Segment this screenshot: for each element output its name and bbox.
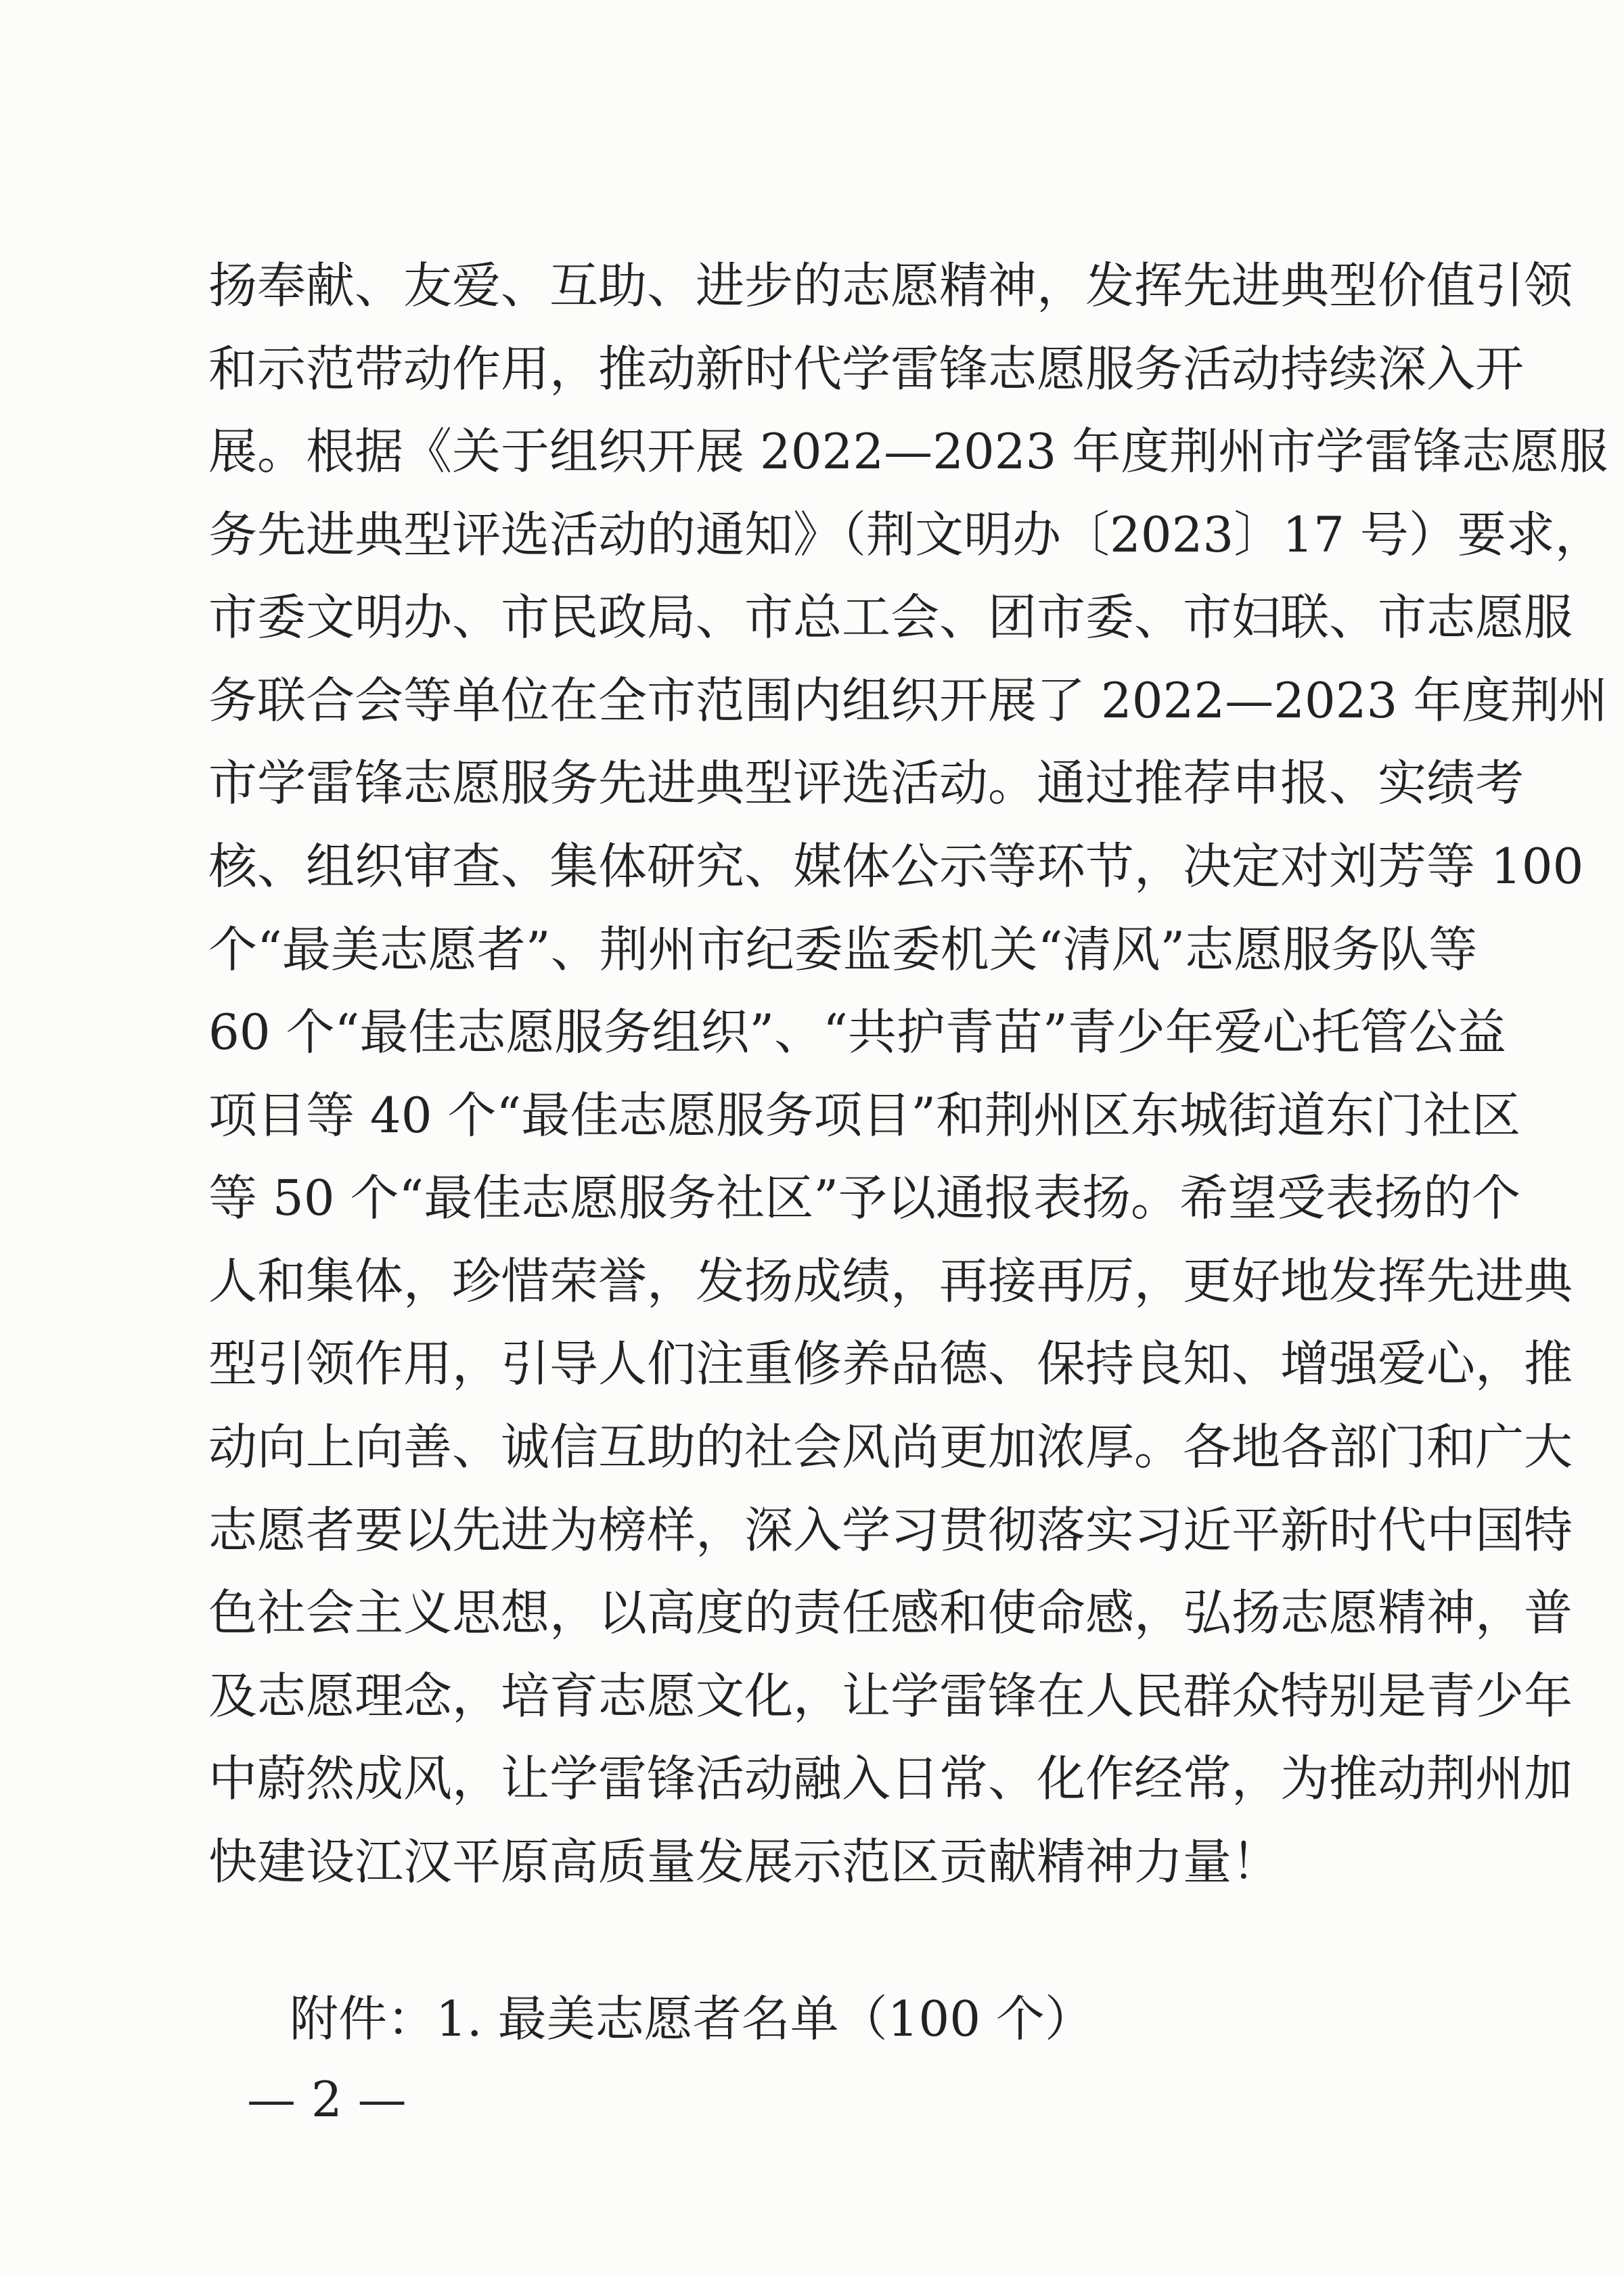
- body-line: 市委文明办、市民政局、市总工会、团市委、市妇联、市志愿服: [208, 589, 1573, 646]
- body-line: 及志愿理念，培育志愿文化，让学雷锋在人民群众特别是青少年: [208, 1668, 1573, 1724]
- attachment-note: 附件：1. 最美志愿者名单（100 个）: [290, 1990, 1093, 2047]
- body-line: 扬奉献、友爱、互助、进步的志愿精神，发挥先进典型价值引领: [208, 257, 1573, 314]
- body-line: 60 个“最佳志愿服务组织”、“共护青苗”青少年爱心托管公益: [208, 1004, 1506, 1060]
- body-line: 务先进典型评选活动的通知》（荆文明办〔2023〕17 号）要求，: [208, 506, 1604, 563]
- body-line: 型引领作用，引导人们注重修养品德、保持良知、增强爱心，推: [208, 1335, 1573, 1392]
- body-line: 志愿者要以先进为榜样，深入学习贯彻落实习近平新时代中国特: [208, 1502, 1573, 1559]
- body-line: 动向上向善、诚信互助的社会风尚更加浓厚。各地各部门和广大: [208, 1419, 1573, 1475]
- body-line: 色社会主义思想，以高度的责任感和使命感，弘扬志愿精神，普: [208, 1584, 1573, 1641]
- body-line: 核、组织审查、集体研究、媒体公示等环节，决定对刘芳等 100: [208, 838, 1584, 895]
- body-line: 快建设江汉平原高质量发展示范区贡献精神力量！: [208, 1833, 1281, 1890]
- body-line: 务联合会等单位在全市范围内组织开展了 2022—2023 年度荆州: [208, 672, 1608, 729]
- body-line: 和示范带动作用，推动新时代学雷锋志愿服务活动持续深入开: [208, 340, 1525, 397]
- body-line: 等 50 个“最佳志愿服务社区”予以通报表扬。希望受表扬的个: [208, 1169, 1521, 1226]
- body-line: 展。根据《关于组织开展 2022—2023 年度荆州市学雷锋志愿服: [208, 423, 1608, 480]
- page-number: — 2 —: [247, 2071, 407, 2128]
- body-line: 人和集体，珍惜荣誉，发扬成绩，再接再厉，更好地发挥先进典: [208, 1253, 1573, 1310]
- body-line: 项目等 40 个“最佳志愿服务项目”和荆州区东城街道东门社区: [208, 1087, 1521, 1144]
- body-line: 中蔚然成风，让学雷锋活动融入日常、化作经常，为推动荆州加: [208, 1750, 1573, 1807]
- body-line: 个“最美志愿者”、荆州市纪委监委机关“清风”志愿服务队等: [208, 921, 1478, 978]
- body-line: 市学雷锋志愿服务先进典型评选活动。通过推荐申报、实绩考: [208, 755, 1525, 811]
